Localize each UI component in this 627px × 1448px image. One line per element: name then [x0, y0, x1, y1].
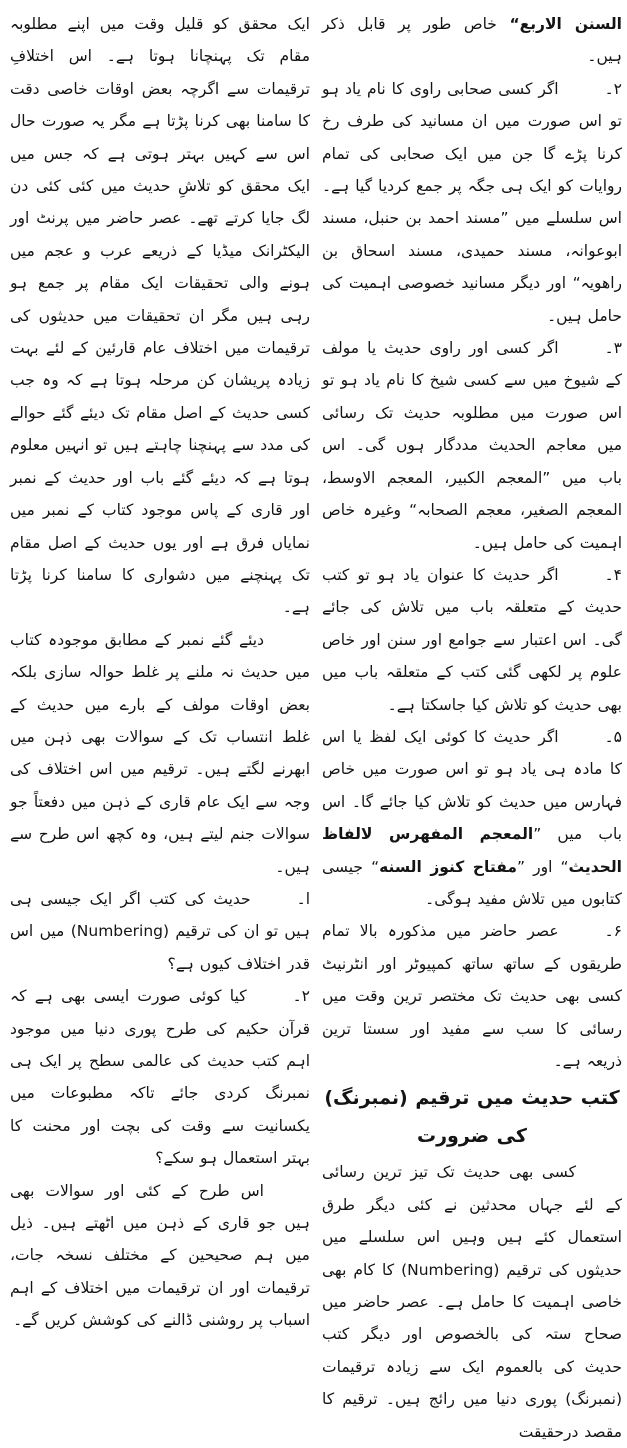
item-gap [559, 935, 605, 936]
item-number-5: ۵۔ [604, 727, 622, 746]
numbered-item-5 [322, 721, 622, 915]
section-intro-paragraph: کسی بھی حدیث تک تیز ترین رسائی کے لئے جہاں محدثین نے کئی دیگر طرق استعمال کئے ہیں وہیں اس سلسلے میں حدیثوں کی ترقیم (Numbering) کا کام بھی خاصی اہمیت کا حامل ہے۔ عصر حاضر میں صحاح ستہ کی بالخصوص اور دیگر کتب حدیث کی بالعموم ایک سے زیادہ ترقیمات (نمبرنگ) پوری دنیا میں رائج ہیں۔ ترقیم کا مقصد درحقیقت [322, 1163, 622, 1441]
intro-continuation-paragraph [322, 8, 622, 73]
item-gap [247, 1000, 293, 1001]
book-title-al-sunan-al-arba: السنن الاربع“ [509, 15, 622, 33]
numbered-item-6 [322, 915, 622, 1077]
question-item-1 [10, 883, 310, 980]
item-number-6: ۶۔ [604, 922, 622, 941]
item-number-2: ۲۔ [604, 79, 622, 98]
right-text-column [322, 8, 622, 1441]
item-4-text: اگر حدیث کا عنوان یاد ہو تو کتب حدیث کے متعلقہ باب میں تلاش کی جائے گی۔ اس اعتبار سے جوامع اور سنن اور خاص علوم پر لکھی گئی کتب کے متعلقہ باب میں بھی حدیث کو تلاش کیا جاسکتا ہے۔ [322, 565, 622, 714]
item-5-text-mid: “ اور ” [516, 857, 569, 876]
numbered-item-4 [322, 559, 622, 721]
continuation-paragraph: ایک محقق کو قلیل وقت میں اپنے مطلوبہ مقام تک پہنچانا ہوتا ہے۔ اس اختلافِ ترقیمات سے اگرچہ بعض اوقات خاصی دقت کا سامنا بھی کرنا پڑتا ہے مگر یہ صورت حال اس سے کہیں بہتر ہوتی ہے کہ جس میں ایک محقق کو تلاشِ حدیث میں کئی کئی دن لگ جایا کرتے تھے۔ عصر حاضر میں پرنٹ اور الیکٹرانک میڈیا کے ذریعے عرب و عجم میں ہونے والی تحقیقات ایک مقام پر جمع ہو رہی ہیں مگر ان تحقیقات میں حدیثوں کی ترقیمات میں اختلاف عام قارئین کے لئے بہت زیادہ پریشان کن مرحلہ ہوتا ہے کہ وہ جب کسی حدیث کے اصل مقام تک دیئے گئے حوالے کی مدد سے پہنچنا چاہتے ہیں تو انہیں معلوم ہوتا ہے کہ دیئے گئے باب اور حدیث کے نمبر اور قاری کے پاس موجود کتاب کے نمبر میں نمایاں فرق ہے اور یوں حدیث کے اصل مقام تک پہنچنے میں دشواری کا سامنا کرنا پڑتا ہے۔ [10, 15, 310, 617]
item-number-4: ۴۔ [604, 565, 622, 584]
question-2-text: کیا کوئی صورت ایسی بھی ہے کہ قرآن حکیم کی طرح پوری دنیا میں موجود اہم کتب حدیث کی عالمی سطح پر ایک ہی نمبرنگ کردی جائے تاکہ مطبوعات میں یکسانیت سے وقت کی بچت اور محنت کا بہتر استعمال ہو سکے؟ [10, 987, 310, 1168]
numbered-item-2 [322, 73, 622, 332]
item-5-text-pre: اگر حدیث کا کوئی ایک لفظ یا اس کا مادہ ہی یاد ہو تو اس صورت میں خاص فہارس میں حدیث کو تلاش کیا جائے گا۔ اس باب میں ” [322, 727, 622, 844]
book-title-miftah-kunuz: مفتاح كنوز السنه [379, 857, 517, 876]
item-gap [559, 579, 605, 580]
item-number-3: ۳۔ [604, 339, 622, 358]
book-title-mujam-mufahras: المعجم المفهرس لالفاظ الحديث [322, 825, 622, 876]
item-gap [559, 93, 605, 94]
item-gap [559, 741, 605, 742]
intro-continuation-text: خاص طور پر قابل ذکر ہیں۔ [322, 15, 622, 66]
item-6-text: عصر حاضر میں مذکورہ بالا تمام طریقوں کے ساتھ ساتھ کمپیوٹر اور انٹرنیٹ کسی بھی حدیث تک مختصر ترین وقت میں رسائی کا سب سے مفید اور سستا ترین ذریعہ ہے۔ [322, 922, 622, 1070]
item-number-alif: ا۔ [296, 889, 310, 908]
item-2-text: اگر کسی صحابی راوی کا نام یاد ہو تو اس صورت میں ان مسانید کی طرف رخ کرنا پڑے گا جن میں ایک صحابی کی تمام روایات کو ایک ہی جگہ پر جمع کردیا گیا ہے۔ اس سلسلے میں ”مسند احمد بن حنبل، مسند ابوعوانہ، مسند حمیدی، مسند اسحاق بن راھویہ“ اور دیگر مسانید خصوصی اہمیت کی حامل ہیں۔ [322, 79, 622, 325]
wrong-number-paragraph: دیئے گئے نمبر کے مطابق موجودہ کتاب میں حدیث نہ ملنے پر غلط حوالہ سازی بلکہ بعض اوقات مولف کے بارے میں حدیث کے غلط انتساب تک کے سوالات بھی ذہن میں ابھرنے لگتے ہیں۔ ترقیم میں اس اختلاف کی وجہ سے ایک عام قاری کے ذہن میں دفعتاً جو سوالات جنم لیتے ہیں، وہ کچھ اس طرح سے ہیں۔ [10, 630, 310, 876]
item-gap [251, 903, 297, 904]
section-heading-numbering-need: کتب حدیث میں ترقیم (نمبرنگ) کی ضرورت [324, 1087, 620, 1148]
item-gap [559, 352, 605, 353]
item-number-2-left: ۲۔ [292, 987, 310, 1006]
numbered-item-3 [322, 332, 622, 559]
question-1-text: حدیث کی کتب اگر ایک جیسی ہی ہیں تو ان کی ترقیم (Numbering) میں اس قدر اختلاف کیوں ہے؟ [10, 889, 310, 973]
closing-paragraph: اس طرح کے کئی اور سوالات بھی ہیں جو قاری کے ذہن میں اٹھتے ہیں۔ ذیل میں ہم صحیحین کے مختلف نسخہ جات، ترقیمات اور ان ترقیمات میں اختلاف کے اہم اسباب پر روشنی ڈالنے کی کوشش کریں گے۔ [10, 1181, 310, 1330]
item-5-text-post: “ جیسی کتابوں میں تلاش مفید ہوگی۔ [322, 857, 622, 908]
left-text-column [10, 8, 310, 1330]
item-3-text: اگر کسی اور راوی حدیث یا مولف کے شیوخ میں سے کسی شیخ کا نام یاد ہو تو اس صورت میں مطلوبہ حدیث تک رسائی میں معاجم الحدیث مددگار ہوں گی۔ اس باب میں ”المعجم الکبیر، المعجم الاوسط، المعجم الصغیر، معجم الصحابہ“ وغیرہ خاص اہمیت کی حامل ہیں۔ [322, 339, 622, 552]
question-item-2 [10, 980, 310, 1174]
